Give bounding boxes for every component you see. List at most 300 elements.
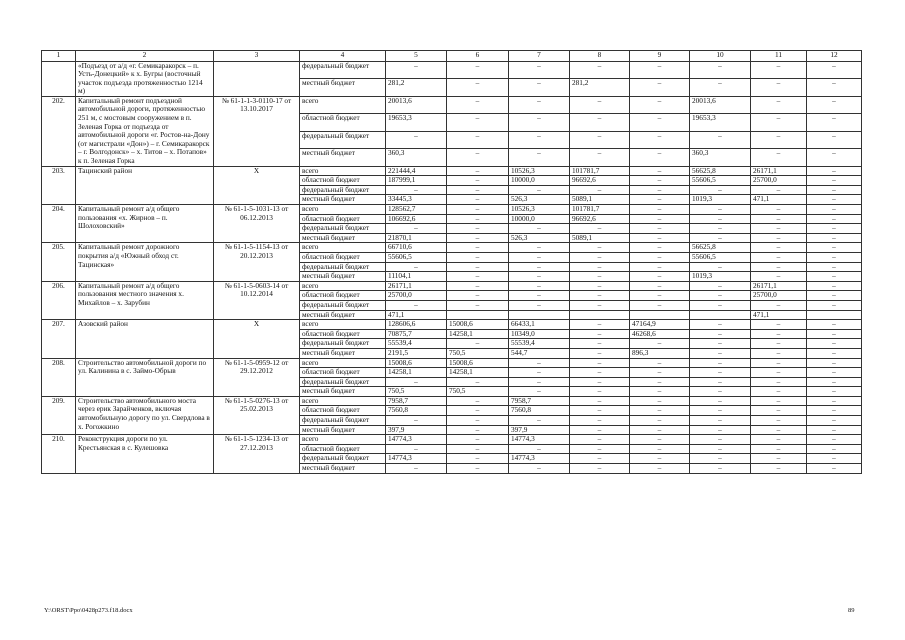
table-row — [42, 358, 862, 368]
table-row — [42, 435, 862, 445]
value-cell: – — [447, 435, 509, 445]
value-cell: – — [690, 329, 751, 339]
value-cell: – — [807, 233, 862, 243]
value-cell: – — [807, 329, 862, 339]
value-cell: – — [447, 131, 509, 148]
value-cell: – — [807, 320, 862, 330]
value-cell: – — [690, 425, 751, 435]
value-cell: 56625,8 — [690, 166, 751, 176]
value-cell: – — [447, 377, 509, 387]
value-cell: 281,2 — [570, 79, 630, 97]
value-cell: – — [630, 224, 690, 234]
funding-source: всего — [300, 358, 386, 368]
value-cell: 15008,6 — [386, 358, 447, 368]
column-header: 4 — [300, 51, 386, 62]
value-cell: – — [690, 464, 751, 474]
funding-source: федеральный бюджет — [300, 339, 386, 349]
value-cell: – — [690, 61, 751, 79]
value-cell — [690, 310, 751, 320]
object-name: Капитальный ремонт а/д общего пользования местного значения х. Михайлов – х. Зарубин — [76, 281, 214, 319]
value-cell: – — [570, 425, 630, 435]
value-cell: 56625,8 — [690, 243, 751, 253]
value-cell: – — [570, 291, 630, 301]
value-cell: – — [807, 243, 862, 253]
funding-source: всего — [300, 205, 386, 215]
value-cell: 33445,3 — [386, 195, 447, 205]
object-name: Капитальный ремонт дорожного покрытия а/д «Южный обход ст. Тацинская» — [76, 243, 214, 281]
value-cell: – — [630, 195, 690, 205]
value-cell: – — [509, 444, 570, 454]
value-cell: – — [447, 252, 509, 262]
value-cell: – — [447, 444, 509, 454]
value-cell: 55539,4 — [386, 339, 447, 349]
value-cell: – — [807, 61, 862, 79]
row-number: 207. — [42, 320, 76, 358]
value-cell: – — [386, 464, 447, 474]
value-cell: – — [447, 406, 509, 416]
value-cell: – — [807, 252, 862, 262]
value-cell: – — [570, 61, 630, 79]
column-header: 2 — [76, 51, 214, 62]
value-cell: – — [570, 300, 630, 310]
value-cell: – — [807, 396, 862, 406]
value-cell: – — [690, 300, 751, 310]
value-cell: – — [630, 444, 690, 454]
value-cell: – — [447, 300, 509, 310]
value-cell: 750,5 — [386, 387, 447, 397]
value-cell: – — [570, 435, 630, 445]
value-cell: – — [807, 166, 862, 176]
value-cell: – — [447, 166, 509, 176]
value-cell: 128562,7 — [386, 205, 447, 215]
value-cell: 7560,8 — [509, 406, 570, 416]
value-cell: – — [807, 79, 862, 97]
footer-page-number: 89 — [848, 607, 855, 614]
value-cell: – — [570, 387, 630, 397]
value-cell: – — [807, 185, 862, 195]
funding-source: местный бюджет — [300, 79, 386, 97]
funding-source: местный бюджет — [300, 310, 386, 320]
object-name: Тацинский район — [76, 166, 214, 204]
value-cell: – — [751, 464, 807, 474]
value-cell: 360,3 — [690, 149, 751, 166]
value-cell: – — [690, 339, 751, 349]
value-cell: – — [807, 224, 862, 234]
value-cell — [570, 310, 630, 320]
value-cell: – — [751, 79, 807, 97]
value-cell: – — [570, 348, 630, 358]
value-cell: – — [807, 131, 862, 148]
value-cell: – — [570, 396, 630, 406]
value-cell: – — [509, 358, 570, 368]
funding-source: федеральный бюджет — [300, 416, 386, 426]
value-cell: 544,7 — [509, 348, 570, 358]
value-cell: – — [630, 114, 690, 131]
value-cell: – — [509, 291, 570, 301]
funding-source: местный бюджет — [300, 195, 386, 205]
value-cell: – — [447, 205, 509, 215]
value-cell: 14774,3 — [509, 454, 570, 464]
funding-source: всего — [300, 281, 386, 291]
value-cell: 19653,3 — [690, 114, 751, 131]
value-cell: – — [807, 291, 862, 301]
value-cell: 66710,6 — [386, 243, 447, 253]
value-cell: 96692,6 — [570, 176, 630, 186]
funding-source: областной бюджет — [300, 329, 386, 339]
value-cell: – — [690, 205, 751, 215]
row-number: 210. — [42, 435, 76, 473]
value-cell: – — [630, 387, 690, 397]
value-cell: 19653,3 — [386, 114, 447, 131]
value-cell: 10349,0 — [509, 329, 570, 339]
value-cell: – — [447, 224, 509, 234]
value-cell: – — [447, 262, 509, 272]
value-cell: – — [509, 464, 570, 474]
registration-code: № 61-1-5-0959-12 от 29.12.2012 — [214, 358, 300, 396]
value-cell — [630, 310, 690, 320]
value-cell: – — [751, 416, 807, 426]
value-cell: 2191,5 — [386, 348, 447, 358]
value-cell: – — [570, 358, 630, 368]
value-cell: – — [630, 425, 690, 435]
value-cell: – — [751, 149, 807, 166]
value-cell: – — [690, 368, 751, 378]
value-cell: – — [570, 329, 630, 339]
value-cell: 26171,1 — [751, 281, 807, 291]
table-body — [42, 51, 862, 474]
value-cell: 47164,9 — [630, 320, 690, 330]
value-cell: – — [630, 281, 690, 291]
value-cell: – — [807, 435, 862, 445]
value-cell: – — [751, 348, 807, 358]
value-cell: – — [751, 224, 807, 234]
value-cell: – — [807, 406, 862, 416]
header-row — [42, 51, 862, 62]
value-cell: – — [447, 416, 509, 426]
value-cell: – — [807, 96, 862, 113]
table-row — [42, 281, 862, 291]
value-cell: – — [690, 348, 751, 358]
registration-code: № 61-1-5-1154-13 от 20.12.2013 — [214, 243, 300, 281]
value-cell: – — [447, 149, 509, 166]
value-cell: – — [570, 96, 630, 113]
table-row — [42, 205, 862, 215]
row-number: 205. — [42, 243, 76, 281]
value-cell: – — [570, 339, 630, 349]
value-cell: 187999,1 — [386, 176, 447, 186]
value-cell: 20013,6 — [690, 96, 751, 113]
value-cell: 55606,5 — [386, 252, 447, 262]
funding-source: федеральный бюджет — [300, 224, 386, 234]
value-cell: – — [570, 320, 630, 330]
value-cell: – — [630, 166, 690, 176]
value-cell: – — [570, 243, 630, 253]
value-cell: – — [447, 96, 509, 113]
value-cell: 7958,7 — [386, 396, 447, 406]
value-cell: 25700,0 — [751, 176, 807, 186]
value-cell: – — [690, 396, 751, 406]
value-cell: 55606,5 — [690, 176, 751, 186]
value-cell: – — [447, 176, 509, 186]
value-cell: 1019,3 — [690, 195, 751, 205]
table-row — [42, 166, 862, 176]
registration-code: № 61-1-5-1234-13 от 27.12.2013 — [214, 435, 300, 473]
value-cell: 128606,6 — [386, 320, 447, 330]
registration-code: № 61-1-1-3-0110-17 от 13.10.2017 — [214, 96, 300, 166]
row-number: 208. — [42, 358, 76, 396]
value-cell: – — [690, 291, 751, 301]
value-cell: 14258,1 — [386, 368, 447, 378]
value-cell: – — [630, 368, 690, 378]
value-cell: – — [751, 205, 807, 215]
value-cell: – — [509, 61, 570, 79]
table-row — [42, 396, 862, 406]
row-number — [42, 61, 76, 96]
value-cell: – — [690, 454, 751, 464]
funding-source: местный бюджет — [300, 464, 386, 474]
row-number: 209. — [42, 396, 76, 434]
registration-code: № 61-1-5-0276-13 от 25.02.2013 — [214, 396, 300, 434]
value-cell: – — [807, 281, 862, 291]
value-cell: 10000,0 — [509, 214, 570, 224]
value-cell: – — [509, 368, 570, 378]
value-cell: – — [386, 444, 447, 454]
value-cell: – — [447, 185, 509, 195]
funding-source: федеральный бюджет — [300, 61, 386, 79]
registration-code — [214, 61, 300, 96]
value-cell: – — [447, 454, 509, 464]
value-cell: – — [509, 262, 570, 272]
value-cell: – — [570, 262, 630, 272]
value-cell: – — [751, 320, 807, 330]
value-cell: – — [509, 252, 570, 262]
value-cell: – — [751, 377, 807, 387]
object-name: Капитальный ремонт а/д общего пользования «х. Жирнов – п. Шолоховский» — [76, 205, 214, 243]
value-cell: – — [690, 320, 751, 330]
object-name: «Подъезд от а/д «г. Семикаракорск – п. Усть-Донецкий» к х. Бугры (восточный участок подъезда протяженностью 1214 м) — [76, 61, 214, 96]
funding-source: всего — [300, 96, 386, 113]
column-header: 7 — [509, 51, 570, 62]
value-cell: 14258,1 — [447, 368, 509, 378]
value-cell: – — [447, 243, 509, 253]
row-number: 202. — [42, 96, 76, 166]
value-cell: – — [630, 416, 690, 426]
value-cell: – — [447, 214, 509, 224]
value-cell: 15008,6 — [447, 320, 509, 330]
value-cell: 14774,3 — [386, 435, 447, 445]
value-cell: 5089,1 — [570, 233, 630, 243]
value-cell: – — [807, 464, 862, 474]
value-cell: – — [630, 435, 690, 445]
value-cell: – — [690, 131, 751, 148]
value-cell: 5089,1 — [570, 195, 630, 205]
value-cell: – — [447, 195, 509, 205]
funding-source: федеральный бюджет — [300, 377, 386, 387]
value-cell: – — [807, 377, 862, 387]
value-cell: – — [447, 425, 509, 435]
value-cell: – — [447, 396, 509, 406]
value-cell: – — [509, 281, 570, 291]
value-cell: – — [807, 454, 862, 464]
value-cell: – — [447, 281, 509, 291]
value-cell: – — [751, 435, 807, 445]
value-cell: – — [751, 358, 807, 368]
funding-source: местный бюджет — [300, 425, 386, 435]
value-cell: – — [751, 396, 807, 406]
value-cell: – — [690, 358, 751, 368]
value-cell: – — [570, 224, 630, 234]
value-cell: – — [807, 348, 862, 358]
value-cell: – — [630, 243, 690, 253]
value-cell: – — [509, 300, 570, 310]
object-name: Строительство автомобильной дороги по ул. Калинина в с. Займо-Обрыв — [76, 358, 214, 396]
value-cell: – — [751, 214, 807, 224]
value-cell: – — [570, 406, 630, 416]
value-cell: 471,1 — [751, 195, 807, 205]
object-name: Строительство автомобильного моста через ерик Зарайченков, включая автомобильную дорогу по ул. Свердлова в х. Рогожкино — [76, 396, 214, 434]
value-cell: 70875,7 — [386, 329, 447, 339]
value-cell: – — [630, 96, 690, 113]
table-row — [42, 96, 862, 113]
value-cell: 10000,0 — [509, 176, 570, 186]
value-cell: – — [570, 444, 630, 454]
funding-source: местный бюджет — [300, 149, 386, 166]
value-cell: – — [386, 61, 447, 79]
value-cell: 106692,6 — [386, 214, 447, 224]
registration-code: № 61-1-5-1031-13 от 06.12.2013 — [214, 205, 300, 243]
value-cell: – — [751, 252, 807, 262]
registration-code: Х — [214, 166, 300, 204]
value-cell: 10526,3 — [509, 166, 570, 176]
value-cell — [447, 310, 509, 320]
registration-code: Х — [214, 320, 300, 358]
value-cell: – — [807, 368, 862, 378]
value-cell — [509, 310, 570, 320]
funding-source: областной бюджет — [300, 444, 386, 454]
column-header: 5 — [386, 51, 447, 62]
value-cell: – — [751, 329, 807, 339]
value-cell: – — [630, 149, 690, 166]
value-cell: 397,9 — [386, 425, 447, 435]
value-cell: – — [807, 149, 862, 166]
value-cell: – — [630, 131, 690, 148]
value-cell: – — [807, 358, 862, 368]
funding-source: всего — [300, 243, 386, 253]
column-header: 9 — [630, 51, 690, 62]
funding-source: областной бюджет — [300, 114, 386, 131]
value-cell: – — [447, 114, 509, 131]
value-cell: 101781,7 — [570, 166, 630, 176]
table-row — [42, 243, 862, 253]
value-cell: 397,9 — [509, 425, 570, 435]
value-cell: – — [690, 214, 751, 224]
value-cell: – — [386, 300, 447, 310]
value-cell: – — [807, 195, 862, 205]
value-cell: – — [807, 387, 862, 397]
value-cell: – — [630, 339, 690, 349]
value-cell: 896,3 — [630, 348, 690, 358]
funding-source: федеральный бюджет — [300, 262, 386, 272]
value-cell: – — [386, 416, 447, 426]
value-cell: – — [807, 425, 862, 435]
value-cell: – — [447, 464, 509, 474]
funding-source: всего — [300, 166, 386, 176]
value-cell: – — [751, 185, 807, 195]
value-cell: – — [690, 387, 751, 397]
value-cell: – — [509, 224, 570, 234]
value-cell: – — [807, 214, 862, 224]
value-cell: – — [630, 377, 690, 387]
value-cell: – — [447, 291, 509, 301]
value-cell: – — [630, 358, 690, 368]
value-cell: – — [751, 454, 807, 464]
value-cell: – — [509, 387, 570, 397]
value-cell: 7958,7 — [509, 396, 570, 406]
registration-code: № 61-1-5-0603-14 от 10.12.2014 — [214, 281, 300, 319]
value-cell: – — [386, 224, 447, 234]
value-cell: – — [690, 377, 751, 387]
value-cell: 526,3 — [509, 233, 570, 243]
value-cell: 26171,1 — [386, 281, 447, 291]
funding-source: областной бюджет — [300, 176, 386, 186]
value-cell: – — [630, 252, 690, 262]
value-cell: – — [509, 243, 570, 253]
object-name: Азовский район — [76, 320, 214, 358]
value-cell: – — [630, 300, 690, 310]
value-cell: – — [386, 377, 447, 387]
row-number: 203. — [42, 166, 76, 204]
value-cell: – — [690, 233, 751, 243]
funding-source: областной бюджет — [300, 368, 386, 378]
row-number: 206. — [42, 281, 76, 319]
value-cell: 471,1 — [751, 310, 807, 320]
value-cell: – — [570, 272, 630, 282]
value-cell: – — [630, 396, 690, 406]
value-cell: – — [630, 205, 690, 215]
column-header: 12 — [807, 51, 862, 62]
funding-source: областной бюджет — [300, 406, 386, 416]
value-cell: – — [751, 425, 807, 435]
footer-file-path: Y:\ORST\Ppo\0428p273.f18.docx — [44, 607, 133, 614]
column-header: 11 — [751, 51, 807, 62]
value-cell: – — [509, 185, 570, 195]
funding-source: всего — [300, 396, 386, 406]
value-cell: 750,5 — [447, 387, 509, 397]
value-cell: – — [690, 281, 751, 291]
funding-source: местный бюджет — [300, 387, 386, 397]
value-cell: – — [751, 368, 807, 378]
value-cell: 96692,6 — [570, 214, 630, 224]
value-cell: 14774,3 — [509, 435, 570, 445]
value-cell: – — [509, 96, 570, 113]
funding-source: областной бюджет — [300, 252, 386, 262]
value-cell: – — [386, 185, 447, 195]
value-cell: – — [751, 243, 807, 253]
table-row — [42, 61, 862, 79]
value-cell: 11104,1 — [386, 272, 447, 282]
value-cell: – — [509, 79, 570, 97]
value-cell: – — [570, 454, 630, 464]
value-cell: – — [751, 406, 807, 416]
value-cell: – — [570, 185, 630, 195]
value-cell: – — [570, 416, 630, 426]
value-cell: 101781,7 — [570, 205, 630, 215]
value-cell: 21870,1 — [386, 233, 447, 243]
value-cell: – — [570, 464, 630, 474]
funding-source: областной бюджет — [300, 291, 386, 301]
value-cell: 55606,5 — [690, 252, 751, 262]
value-cell: – — [690, 224, 751, 234]
